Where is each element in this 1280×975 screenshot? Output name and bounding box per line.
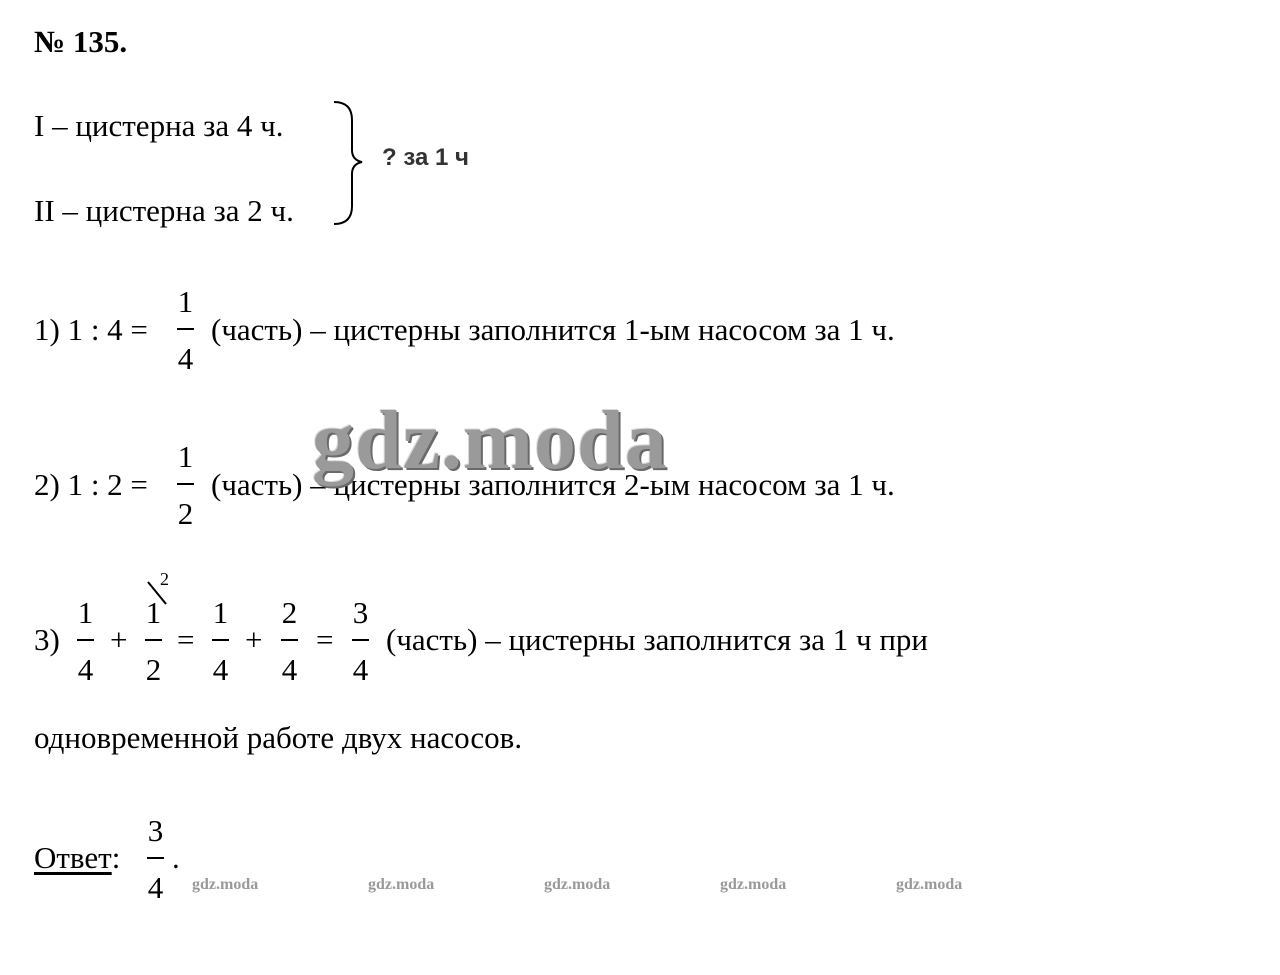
watermark-small: gdz.moda xyxy=(896,876,963,893)
fraction-denominator: 2 xyxy=(177,496,194,531)
step-3-prefix: 3) xyxy=(34,622,60,657)
fraction-bar xyxy=(77,639,94,641)
plus-sign: + xyxy=(110,622,128,657)
step-2-text: (часть) – цистерны заполнится 2-ым насосом за 1 ч. xyxy=(211,467,895,502)
answer-fraction xyxy=(147,815,164,903)
fraction-bar xyxy=(145,639,162,641)
fraction-bar xyxy=(212,639,229,641)
step-3-fraction-2 xyxy=(145,597,162,685)
curly-brace xyxy=(330,98,370,230)
fraction-denominator: 4 xyxy=(212,652,229,687)
fraction-denominator: 4 xyxy=(177,341,194,376)
fraction-numerator: 1 xyxy=(145,595,162,630)
problem-number: № 135. xyxy=(34,24,128,59)
step-3-fraction-1 xyxy=(77,597,94,685)
fraction-numerator: 1 xyxy=(177,284,194,319)
watermark-small: gdz.moda xyxy=(192,876,259,893)
fraction-numerator: 3 xyxy=(352,595,369,630)
step-1-prefix: 1) 1 : 4 = xyxy=(34,312,148,347)
watermark-small: gdz.moda xyxy=(720,876,787,893)
plus-sign: + xyxy=(245,622,263,657)
fraction-bar xyxy=(147,857,164,859)
step-3-fraction-4 xyxy=(281,597,298,685)
answer-label xyxy=(34,842,120,873)
fraction-denominator: 4 xyxy=(147,870,164,905)
step-2-prefix: 2) 1 : 2 = xyxy=(34,467,148,502)
step-1-text: (часть) – цистерны заполнится 1-ым насосом за 1 ч. xyxy=(211,312,895,347)
answer-colon: : xyxy=(111,840,121,875)
fraction-numerator: 2 xyxy=(281,595,298,630)
fraction-denominator: 4 xyxy=(281,652,298,687)
answer-label-text: Ответ xyxy=(34,840,112,875)
watermark-small: gdz.moda xyxy=(544,876,611,893)
question-label: ? за 1 ч xyxy=(382,144,469,171)
fraction-bar xyxy=(177,483,194,485)
fraction-denominator: 4 xyxy=(352,652,369,687)
fraction-numerator: 1 xyxy=(177,439,194,474)
fraction-numerator: 1 xyxy=(77,595,94,630)
step-3-fraction-3 xyxy=(212,597,229,685)
step-3-fraction-5 xyxy=(352,597,369,685)
watermark-logo: gdz.moda xyxy=(312,394,668,487)
equals-sign: = xyxy=(316,622,334,657)
fraction-numerator: 1 xyxy=(212,595,229,630)
watermark-small: gdz.moda xyxy=(368,876,435,893)
fraction-numerator: 3 xyxy=(147,813,164,848)
step-2-fraction xyxy=(177,441,194,529)
equals-sign: = xyxy=(177,622,195,657)
step-1-fraction xyxy=(177,286,194,374)
given-line-2: II – цистерна за 2 ч. xyxy=(34,193,294,228)
fraction-denominator: 2 xyxy=(145,652,162,687)
step-3-text: (часть) – цистерны заполнится за 1 ч при xyxy=(386,622,929,657)
answer-period: . xyxy=(172,840,180,875)
step-3-text-continued: одновременной работе двух насосов. xyxy=(34,720,523,755)
fraction-denominator: 4 xyxy=(77,652,94,687)
given-line-1: I – цистерна за 4 ч. xyxy=(34,108,284,143)
fraction-bar xyxy=(281,639,298,641)
additional-factor: 2 xyxy=(160,569,169,589)
fraction-bar xyxy=(352,639,369,641)
fraction-bar xyxy=(177,328,194,330)
